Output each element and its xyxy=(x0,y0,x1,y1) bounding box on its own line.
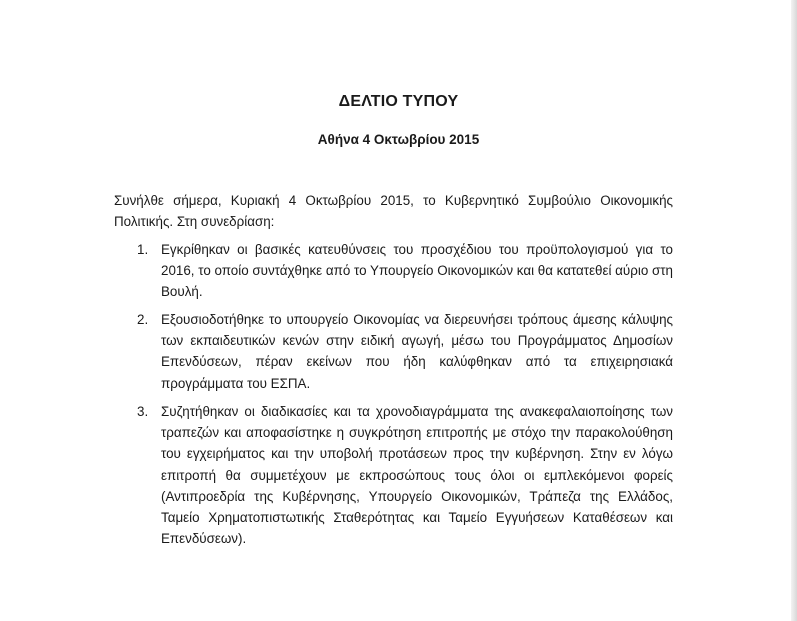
intro-paragraph: Συνήλθε σήμερα, Κυριακή 4 Οκτωβρίου 2015, το Κυβερνητικό Συμβούλιο Οικονομικής Πολιτικής. Στη συνεδρίαση: xyxy=(114,193,673,229)
list-item-number: 1. xyxy=(137,242,149,257)
page-edge-shadow xyxy=(791,0,797,621)
document-title: ΔΕΛΤΙΟ ΤΥΠΟΥ xyxy=(338,93,459,110)
list-item-text: Εγκρίθηκαν οι βασικές κατευθύνσεις του προσχέδιου του προϋπολογισμού για το 2016, το οποίο συντάχθηκε από το Υπουργείο Οικονομικών και θα κατατεθεί αύριο στη Βουλή. xyxy=(161,242,673,300)
list-item-text: Εξουσιοδοτήθηκε το υπουργείο Οικονομίας να διερευνήσει τρόπους άμεσης κάλυψης των εκπαιδευτικών κενών στην ειδική αγωγή, μέσω του Προγράμματος Δημοσίων Επενδύσεων, πέραν εκείνων που ήδη καλύφθηκαν από τα επιχειρησιακά προγράμματα του ΕΣΠΑ. xyxy=(161,312,673,391)
list-item-text: Συζητήθηκαν οι διαδικασίες και τα χρονοδιαγράμματα της ανακεφαλαιοποίησης των τραπεζών και αποφασίστηκε η συγκρότηση επιτροπής με στόχο την παρακολούθηση του εγχειρήματος και την υποβολή προτάσεων προς την κυβέρνηση. Στην εν λόγω επιτροπή θα συμμετέχουν με εκπροσώπους τους όλοι οι εμπλεκόμενοι φορείς (Αντιπροεδρία της Κυβέρνησης, Υπουργείο Οικονομικών, Τράπεζα της Ελλάδος, Ταμείο Χρηματοπιστωτικής Σταθερότητας και Ταμείο Εγγυήσεων Καταθέσεων και Επενδύσεων). xyxy=(161,404,673,547)
list-item-number: 3. xyxy=(137,404,149,419)
list-item-number: 2. xyxy=(137,312,149,327)
document-date: Αθήνα 4 Οκτωβρίου 2015 xyxy=(317,132,480,147)
